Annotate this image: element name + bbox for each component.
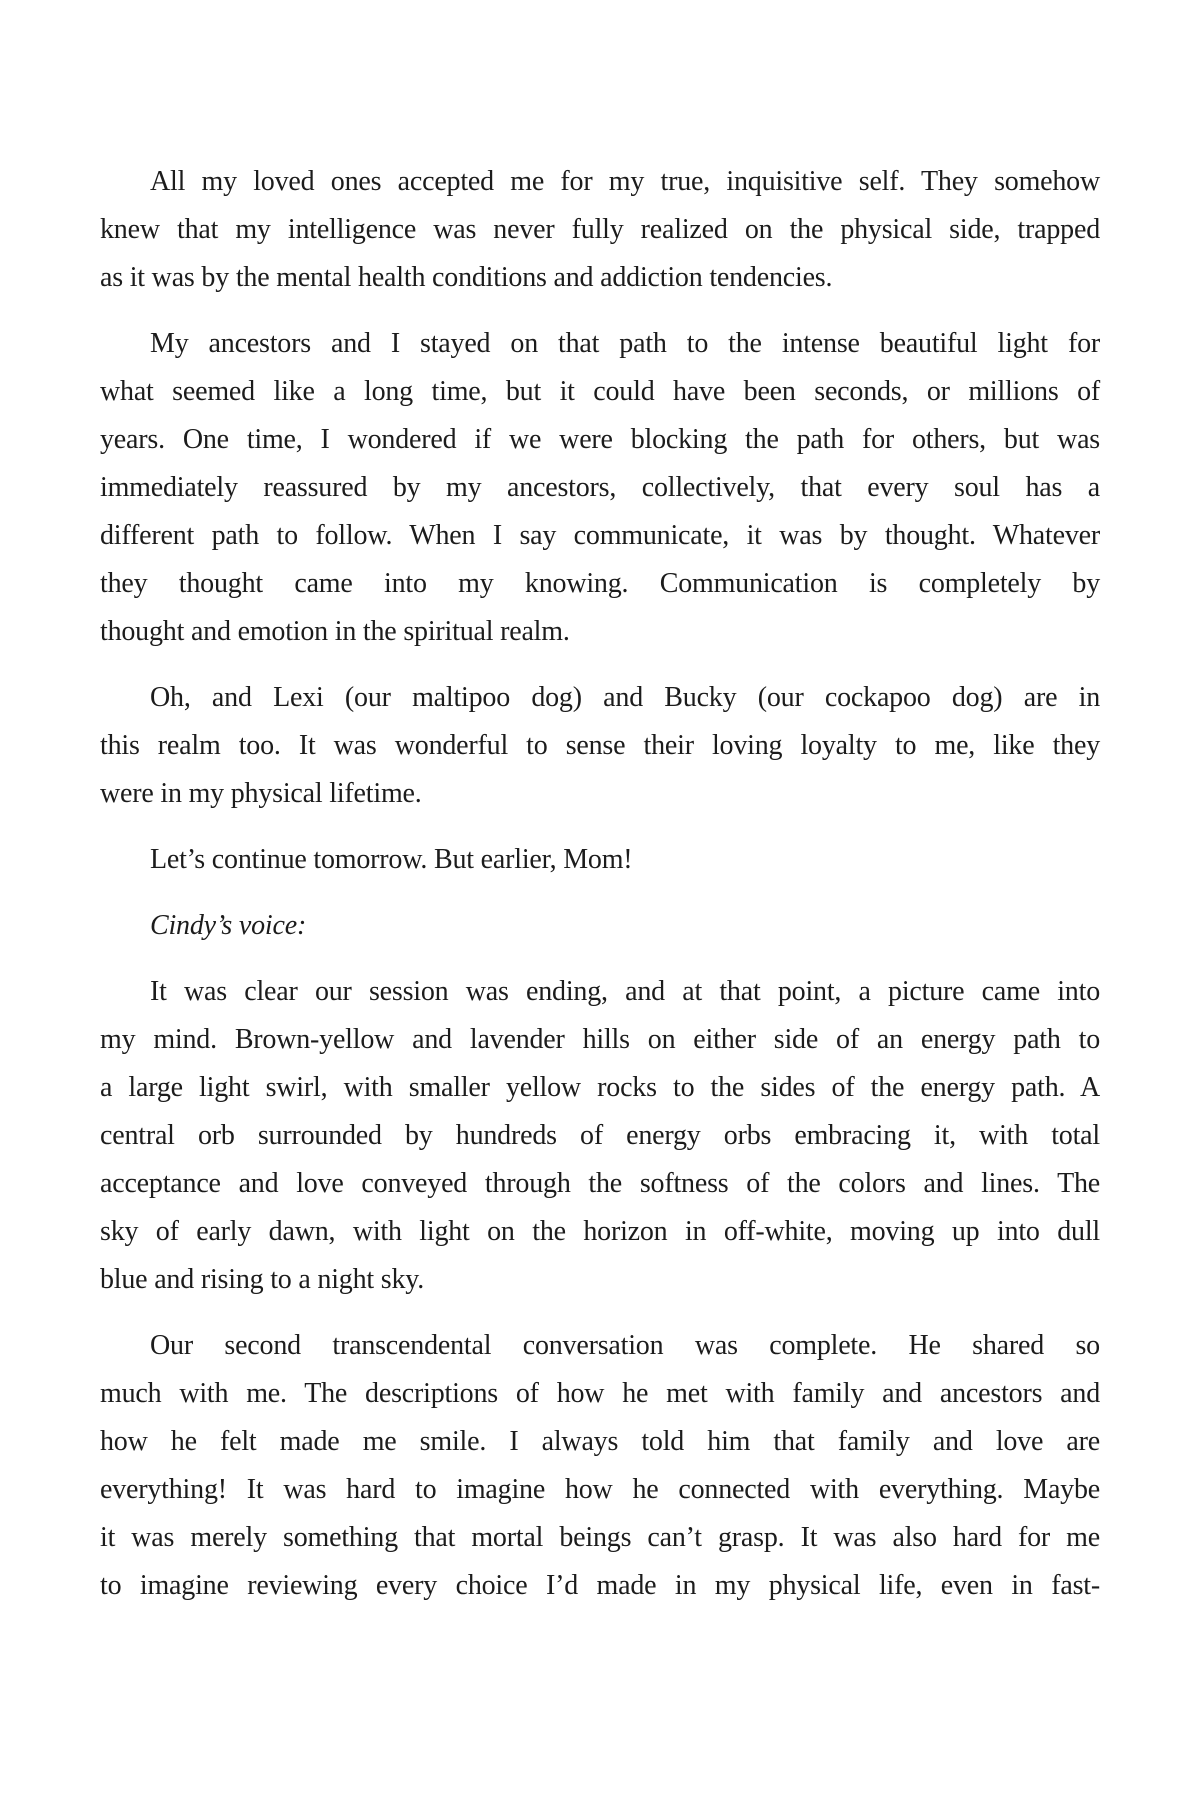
text-line: everything! It was hard to imagine how he connected with everything. Maybe [100,1474,1100,1505]
text-line: a large light swirl, with smaller yellow rocks to the sides of the energy path. A [100,1072,1100,1103]
text-line: Oh, and Lexi (our maltipoo dog) and Bucky (our cockapoo dog) are in [150,682,1100,713]
paragraph-1 [100,158,1100,302]
text-line: Our second transcendental conversation was complete. He shared so [150,1330,1100,1361]
page-text [100,158,1100,1628]
paragraph-6 [100,968,1100,1304]
paragraph-5 [100,902,1100,950]
paragraph-4 [100,836,1100,884]
text-line: they thought came into my knowing. Communication is completely by [100,568,1100,599]
text-line: central orb surrounded by hundreds of energy orbs embracing it, with total [100,1120,1100,1151]
text-line: this realm too. It was wonderful to sense their loving loyalty to me, like they [100,730,1100,761]
text-line: what seemed like a long time, but it could have been seconds, or millions of [100,376,1100,407]
text-line: Cindy’s voice: [150,910,307,941]
text-line: All my loved ones accepted me for my true, inquisitive self. They somehow [150,166,1100,197]
text-line: my mind. Brown-yellow and lavender hills on either side of an energy path to [100,1024,1100,1055]
paragraph-2 [100,320,1100,656]
text-line: years. One time, I wondered if we were blocking the path for others, but was [100,424,1100,455]
text-line: sky of early dawn, with light on the horizon in off-white, moving up into dull [100,1216,1100,1247]
text-line: It was clear our session was ending, and at that point, a picture came into [150,976,1100,1007]
text-line: blue and rising to a night sky. [100,1264,425,1295]
text-line: much with me. The descriptions of how he met with family and ancestors and [100,1378,1100,1409]
text-line: acceptance and love conveyed through the softness of the colors and lines. The [100,1168,1100,1199]
text-line: were in my physical lifetime. [100,778,422,809]
paragraph-7 [100,1322,1100,1610]
text-line: immediately reassured by my ancestors, collectively, that every soul has a [100,472,1100,503]
paragraph-3 [100,674,1100,818]
text-line: as it was by the mental health conditions and addiction tendencies. [100,262,833,293]
text-line: knew that my intelligence was never fully realized on the physical side, trapped [100,214,1100,245]
text-line: thought and emotion in the spiritual realm. [100,616,570,647]
text-line: how he felt made me smile. I always told him that family and love are [100,1426,1100,1457]
text-line: it was merely something that mortal beings can’t grasp. It was also hard for me [100,1522,1100,1553]
text-line: My ancestors and I stayed on that path to the intense beautiful light for [150,328,1100,359]
text-line: Let’s continue tomorrow. But earlier, Mom! [150,844,633,875]
text-line: different path to follow. When I say communicate, it was by thought. Whatever [100,520,1100,551]
text-line: to imagine reviewing every choice I’d made in my physical life, even in fast- [100,1570,1100,1601]
